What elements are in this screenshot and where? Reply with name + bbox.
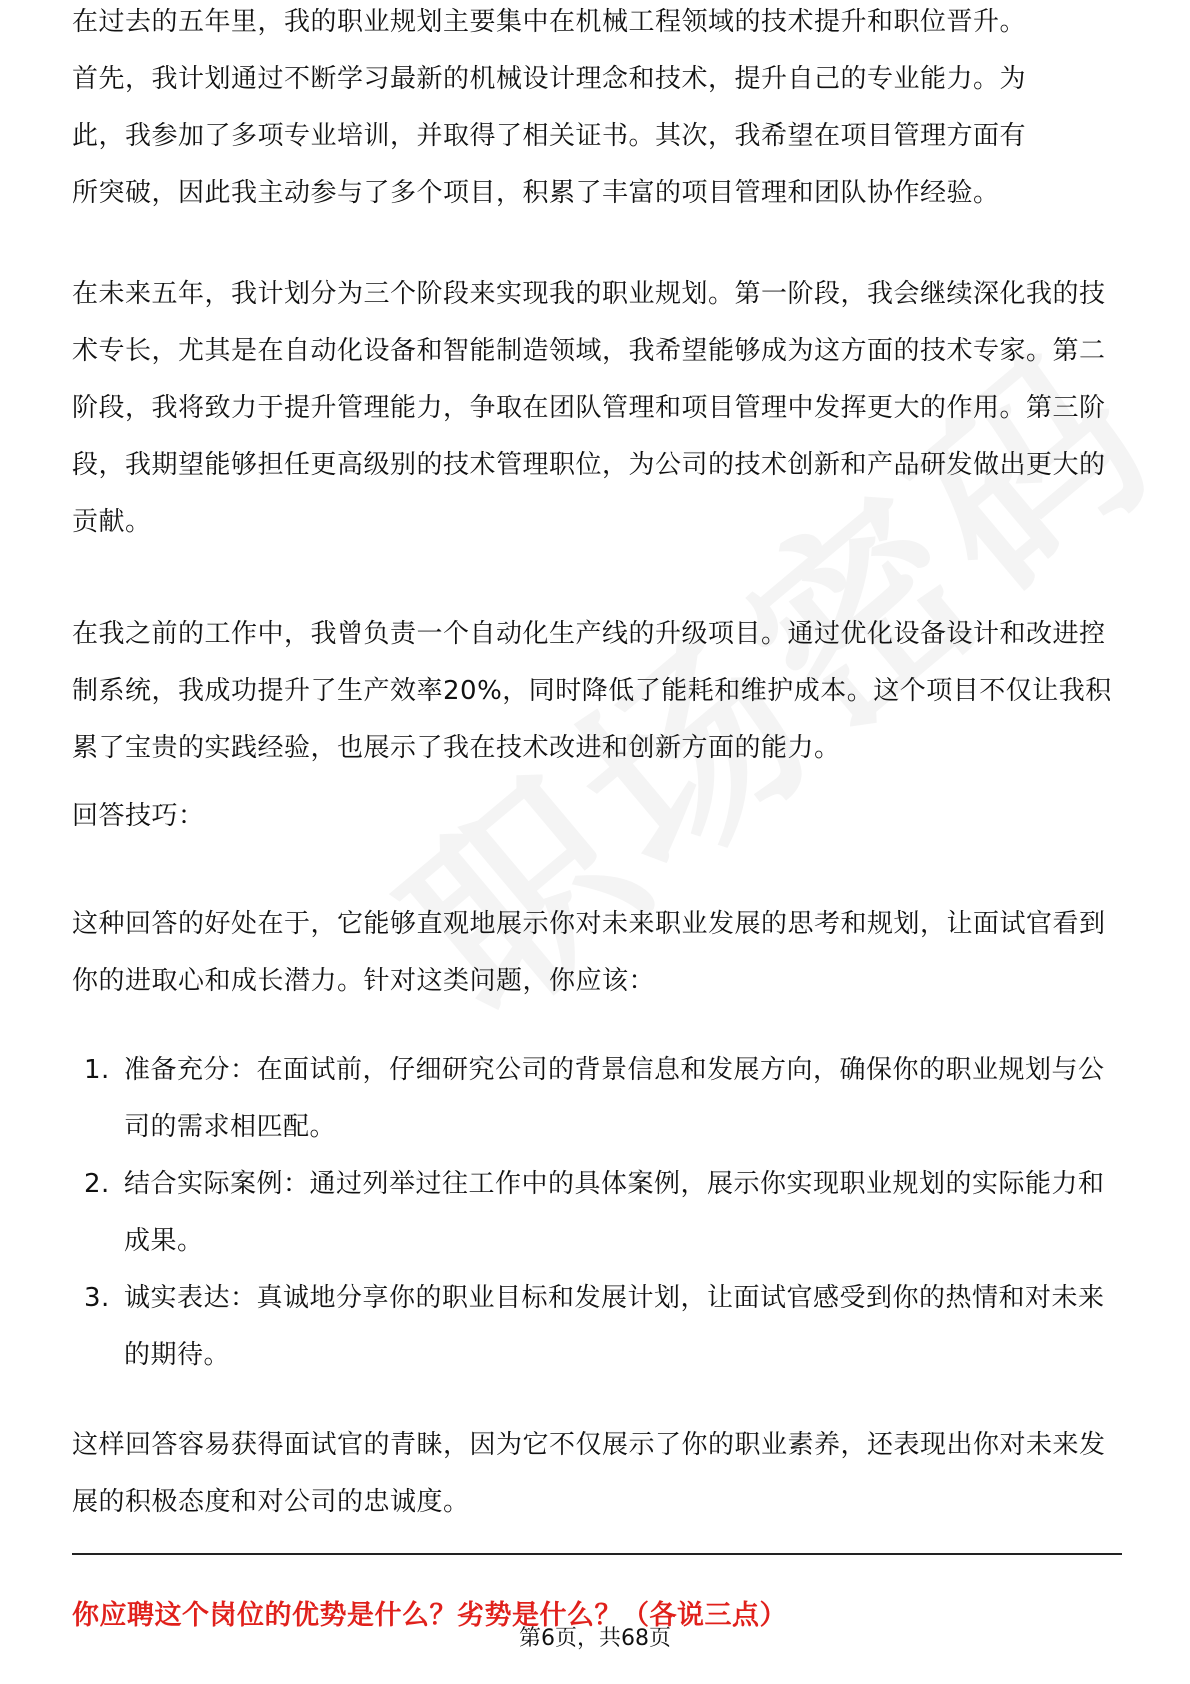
paragraph-line: 此，我参加了多项专业培训，并取得了相关证书。其次，我希望在项目管理方面有: [72, 121, 1027, 151]
page-number: 第6页，共68页: [519, 1626, 671, 1651]
tips-list: [72, 1042, 1122, 1384]
list-text: 结合实际案例：通过列举过往工作中的具体案例，展示你实现职业规划的实际能力和成果。: [124, 1169, 1105, 1256]
paragraph-line: 首先，我计划通过不断学习最新的机械设计理念和技术，提升自己的专业能力。为: [72, 64, 1027, 94]
list-text: 诚实表达：真诚地分享你的职业目标和发展计划，让面试官感受到你的热情和对未来的期待。: [124, 1283, 1105, 1370]
tips-heading: 回答技巧：: [72, 801, 205, 831]
list-number: 1.: [84, 1055, 110, 1085]
paragraph-line: 所突破，因此我主动参与了多个项目，积累了丰富的项目管理和团队协作经验。: [72, 178, 1000, 208]
paragraph-conclusion: 这样回答容易获得面试官的青睐，因为它不仅展示了你的职业素养，还表现出你对未来发展的积极态度和对公司的忠诚度。: [72, 1430, 1106, 1517]
paragraph-future-plan: 在未来五年，我计划分为三个阶段来实现我的职业规划。第一阶段，我会继续深化我的技术专长，尤其是在自动化设备和智能制造领域，我希望能够成为这方面的技术专家。第二阶段，我将致力于提升管理能力，争取在团队管理和项目管理中发挥更大的作用。第三阶段，我期望能够担任更高级别的技术管理职位，为公司的技术创新和产品研发做出更大的贡献。: [72, 279, 1106, 537]
paragraph-career-past: [72, 7, 1122, 222]
list-text: 准备充分：在面试前，仔细研究公司的背景信息和发展方向，确保你的职业规划与公司的需求相匹配。: [124, 1055, 1105, 1142]
paragraph-line: 在过去的五年里，我的职业规划主要集中在机械工程领域的技术提升和职位晋升。: [72, 7, 1027, 37]
list-item: [72, 1042, 1122, 1156]
list-number: 3.: [84, 1283, 110, 1313]
list-item: [72, 1156, 1122, 1270]
list-item: [72, 1270, 1122, 1384]
next-question-heading: 你应聘这个岗位的优势是什么？劣势是什么？（各说三点）: [72, 1600, 787, 1631]
section-divider: [72, 1553, 1122, 1555]
list-number: 2.: [84, 1169, 110, 1199]
paragraph-past-project: 在我之前的工作中，我曾负责一个自动化生产线的升级项目。通过优化设备设计和改进控制系统，我成功提升了生产效率20%，同时降低了能耗和维护成本。这个项目不仅让我积累了宝贵的实践经验，也展示了我在技术改进和创新方面的能力。: [72, 619, 1112, 763]
paragraph-tips-intro: 这种回答的好处在于，它能够直观地展示你对未来职业发展的思考和规划，让面试官看到你的进取心和成长潜力。针对这类问题，你应该：: [72, 909, 1106, 996]
